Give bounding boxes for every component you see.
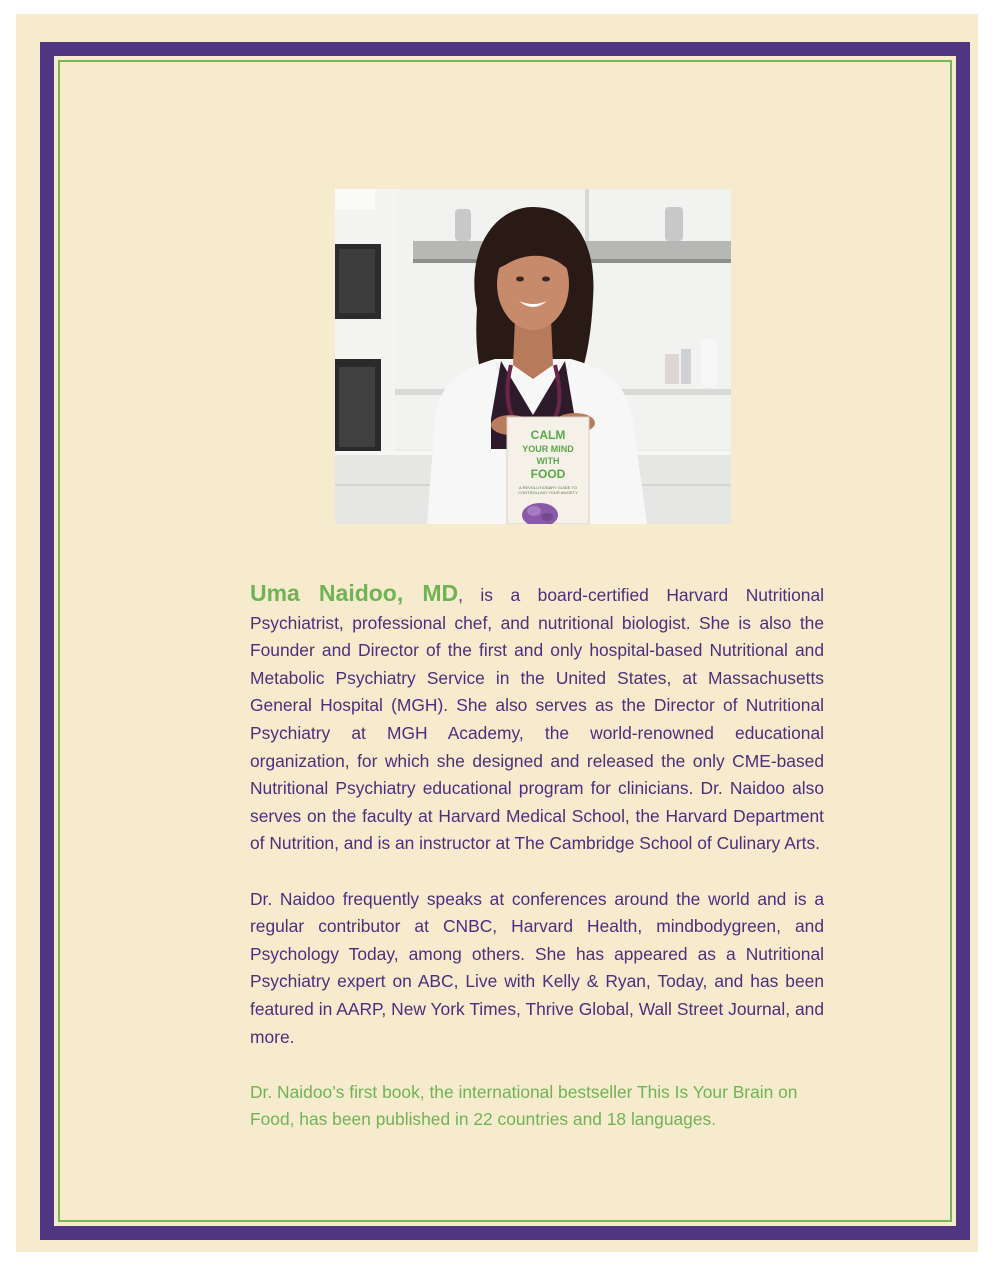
page-background xyxy=(16,14,978,1252)
book-subtitle-line-1: A REVOLUTIONARY GUIDE TO xyxy=(519,485,577,490)
book-title-line-2: YOUR MIND xyxy=(522,444,574,454)
book-title-line-1: CALM xyxy=(530,428,566,442)
bio-closing-paragraph: Dr. Naidoo’s first book, the international bestseller This Is Your Brain on Food, has been published in 22 countries and 18 languages. xyxy=(250,1081,798,1130)
bio-paragraph-1 xyxy=(250,580,824,858)
book-title-line-3: WITH xyxy=(536,456,560,466)
book-title-line-4: FOOD xyxy=(530,467,566,481)
outer-purple-border xyxy=(40,42,970,1240)
author-name: Uma Naidoo, MD xyxy=(250,580,459,606)
author-photo xyxy=(335,189,731,524)
bio-paragraph-2: Dr. Naidoo frequently speaks at conferences around the world and is a regular contributor at CNBC, Harvard Health, mindbodygreen, and Psychology Today, among others. She has appeared as a Nutritional Psychiatry expert on ABC, Live with Kelly & Ryan, Today, and has been featured in AARP, New York Times, Thrive Global, Wall Street Journal, and more. xyxy=(250,888,824,1047)
bio-paragraph-1-text: , is a board-certified Harvard Nutritional Psychiatrist, professional chef, and nutritional biologist. She is also the Founder and Director of the first and only hospital-based Nutritional and Metabolic Psychiatry Service in the United States, at Massachusetts General Hospital (MGH). She also serves as the Director of Nutritional Psychiatry at MGH Academy, the world-renowned educational organization, for which she designed and released the only CME-based Nutritional Psychiatry educational program for clinicians. Dr. Naidoo also serves on the faculty at Harvard Medical School, the Harvard Department of Nutrition, and is an instructor at The Cambridge School of Culinary Arts. xyxy=(250,585,825,854)
author-bio xyxy=(250,580,824,1161)
book-cover xyxy=(507,417,589,524)
book-subtitle-line-2: CONTROLLING YOUR ANXIETY xyxy=(518,490,578,495)
